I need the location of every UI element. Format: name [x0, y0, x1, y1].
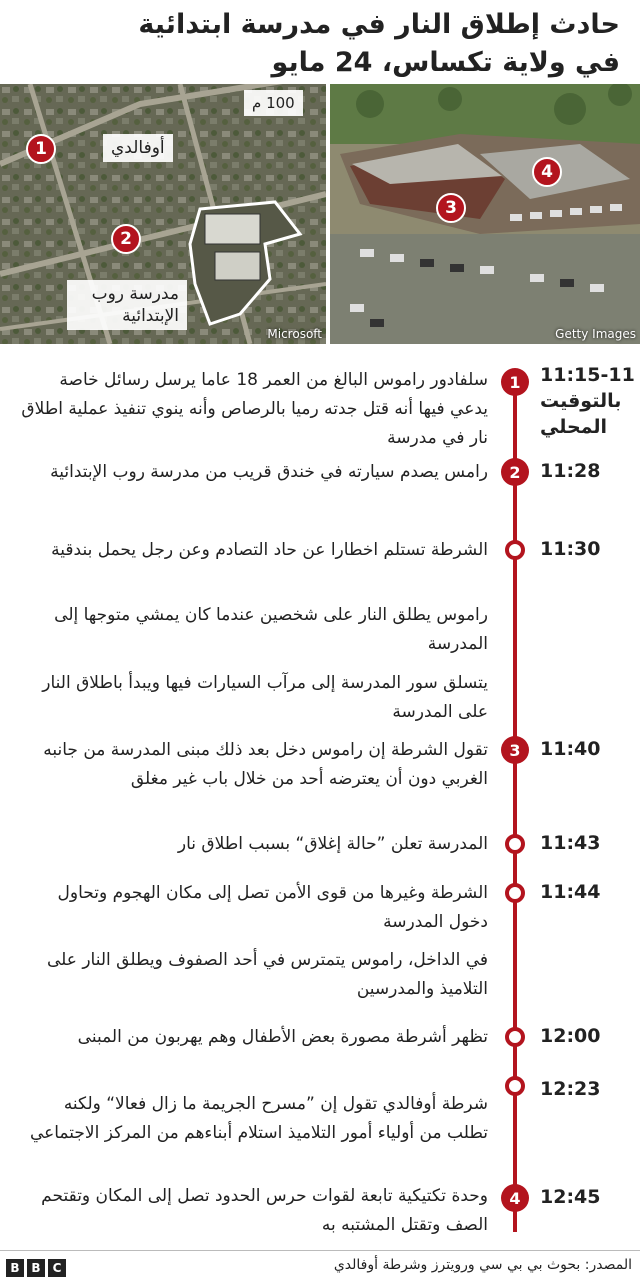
event-time: 11:40 [540, 738, 601, 760]
event-text: تظهر أشرطة مصورة بعض الأطفال وهم يهربون من المبنى [77, 1027, 488, 1047]
map-pin-1 [26, 134, 56, 164]
source-text: المصدر: بحوث بي بي سي ورويترز وشرطة أوفالدي [333, 1257, 632, 1273]
event-time: 11:30 [540, 538, 601, 560]
event-text: يتسلق سور المدرسة إلى مرآب السيارات فيها ويبدأ باطلاق النار على المدرسة [42, 673, 488, 722]
event-text: الشرطة وغيرها من قوى الأمن تصل إلى مكان الهجوم وتحاول دخول المدرسة [57, 883, 488, 932]
event-marker-2 [501, 458, 529, 486]
aerial-photo [330, 84, 640, 344]
pin-number: 2 [120, 229, 132, 249]
pin-number: 4 [541, 162, 553, 182]
event-marker-dot [505, 1027, 525, 1047]
marker-number: 3 [509, 740, 521, 760]
bbc-logo [6, 1259, 66, 1277]
page-title [20, 6, 620, 82]
event-time: 12:00 [540, 1025, 601, 1047]
town-text: أوفالدي [111, 138, 165, 158]
event-marker-3 [501, 736, 529, 764]
event-text: تقول الشرطة إن راموس دخل بعد ذلك مبنى المدرسة من جانبه الغربي دون أن يعترضه أحد من خلال باب غير مغلق [43, 740, 488, 789]
event-text: سلفادور راموس البالغ من العمر 18 عاما يرسل رسائل خاصة يدعي فيها أنه قتل جدته رميا بالرصاص وأنه ينوي تنفيذ عملية اطلاق نار في مدرسة [21, 370, 488, 448]
event-text: المدرسة تعلن ”حالة إغلاق“ بسبب اطلاق نار [177, 834, 488, 854]
satellite-map [0, 84, 326, 344]
logo-letter: B [27, 1259, 45, 1277]
event-marker-dot [505, 1076, 525, 1096]
marker-number: 1 [509, 372, 521, 392]
pin-number: 3 [445, 198, 457, 218]
timeline-line [513, 370, 517, 1232]
event-text: رامس يصدم سيارته في خندق قريب من مدرسة روب الإبتدائية [50, 462, 488, 482]
school-label [67, 280, 187, 330]
photo-credit: Getty Images [555, 327, 636, 341]
event-marker-4 [501, 1184, 529, 1212]
map-pin-2 [111, 224, 141, 254]
aerial-photo-image [330, 84, 640, 344]
scale-label [244, 90, 303, 116]
event-text: راموس يطلق النار على شخصين عندما كان يمشي متوجها إلى المدرسة [54, 605, 488, 654]
logo-letter: B [6, 1259, 24, 1277]
event-time: 11:44 [540, 881, 601, 903]
scale-text: 100 م [252, 94, 295, 112]
photo-pin-3 [436, 193, 466, 223]
pin-number: 1 [35, 139, 47, 159]
school-label-line-1: مدرسة روب [91, 284, 179, 304]
marker-number: 2 [509, 462, 521, 482]
event-time: 11:43 [540, 832, 601, 854]
title-line-2: في ولاية تكساس، 24 مايو [271, 47, 620, 78]
footer [0, 1250, 640, 1282]
photo-pin-4 [532, 157, 562, 187]
town-label [103, 134, 173, 162]
event-text: وحدة تكتيكية تابعة لقوات حرس الحدود تصل إلى المكان وتقتحم الصف وتقتل المشتبه به [41, 1186, 488, 1235]
logo-letter: C [48, 1259, 66, 1277]
event-text: شرطة أوفالدي تقول إن ”مسرح الجريمة ما زال فعالا“ ولكنه تطلب من أولياء أمور التلاميذ استلام أبناءهم من المركز الاجتماعي [29, 1094, 488, 1143]
event-text: في الداخل، راموس يتمترس في أحد الصفوف ويطلق النار على التلاميذ والمدرسين [46, 950, 488, 999]
title-line-1: حادث إطلاق النار في مدرسة ابتدائية [138, 9, 620, 40]
event-time: 12:23 [540, 1078, 601, 1100]
marker-number: 4 [509, 1188, 521, 1208]
event-marker-1 [501, 368, 529, 396]
school-label-line-2: الإبتدائية [122, 306, 179, 326]
event-time: 11:15-11 بالتوقيت المحلي [540, 364, 635, 438]
event-time: 12:45 [540, 1186, 601, 1208]
timeline [0, 352, 640, 1235]
event-marker-dot [505, 834, 525, 854]
event-marker-dot [505, 883, 525, 903]
map-credit: Microsoft [267, 327, 322, 341]
event-time: 11:28 [540, 460, 601, 482]
event-text: الشرطة تستلم اخطارا عن حاد التصادم وعن رجل يحمل بندقية [51, 540, 488, 560]
event-marker-dot [505, 540, 525, 560]
